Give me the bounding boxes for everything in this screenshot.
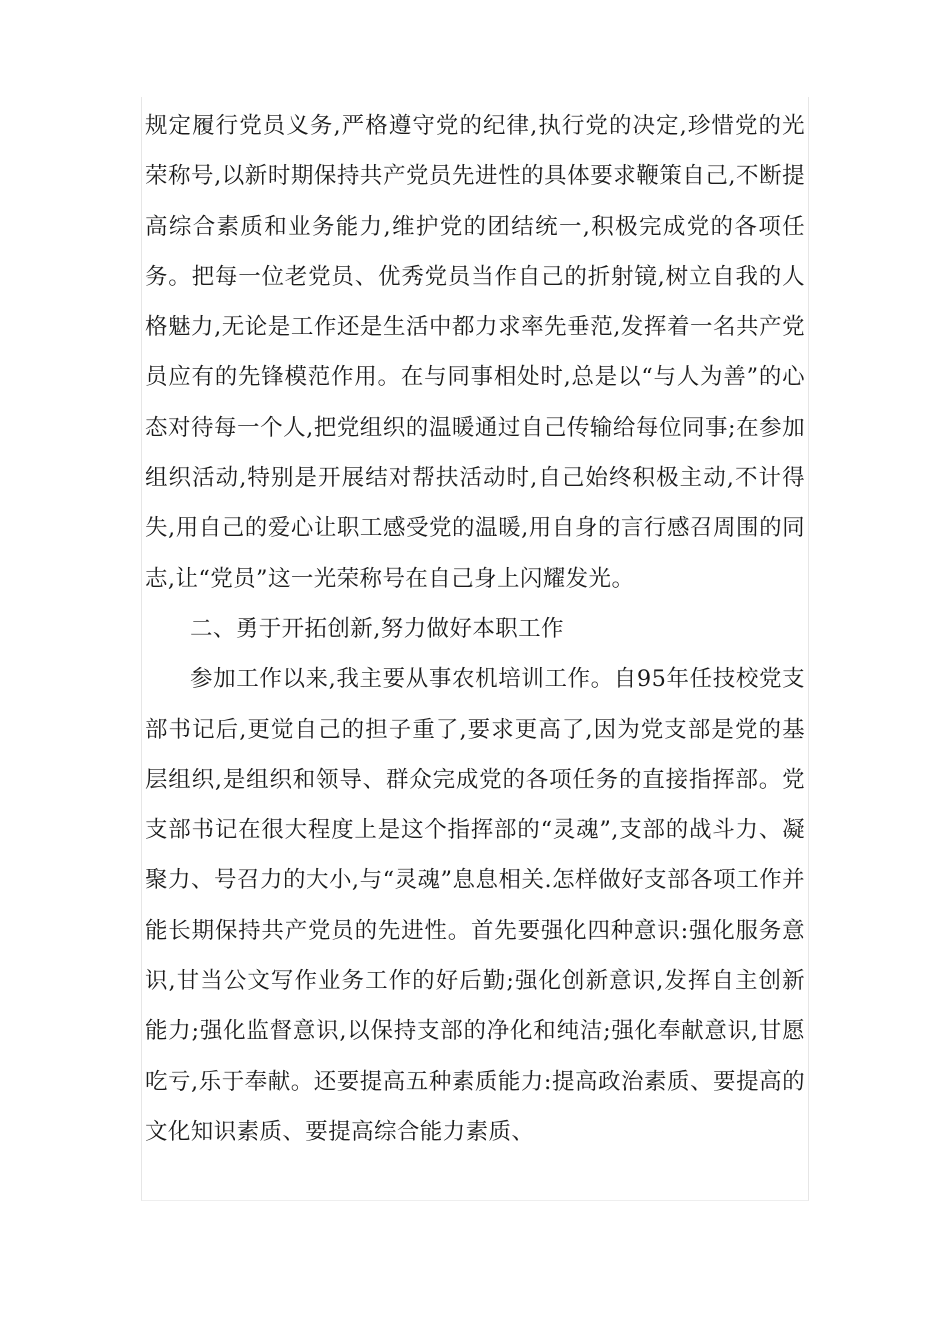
paragraph-continued: 规定履行党员义务,严格遵守党的纪律,执行党的决定,珍惜党的光荣称号,以新时期保持共产党员先进性的具体要求鞭策自己,不断提高综合素质和业务能力,维护党的团结统一,积极完成党的各项任务。把每一位老党员、优秀党员当作自己的折射镜,树立自我的人格魅力,无论是工作还是生活中都力求率先垂范,发挥着一名共产党员应有的先锋模范作用。在与同事相处时,总是以“与人为善”的心态对待每一个人,把党组织的温暖通过自己传输给每位同事;在参加组织活动,特别是开展结对帮扶活动时,自己始终积极主动,不计得失,用自己的爱心让职工感受党的温暖,用自身的言行感召周围的同志,让“党员”这一光荣称号在自己身上闪耀发光。 [145, 113, 805, 592]
paragraph: 参加工作以来,我主要从事农机培训工作。自95年任技校党支部书记后,更觉自己的担子重了,要求更高了,因为党支部是党的基层组织,是组织和领导、群众完成党的各项任务的直接指挥部。党支部书记在很大程度上是这个指挥部的“灵魂”,支部的战斗力、凝聚力、号召力的大小,与“灵魂”息息相关.怎样做好支部各项工作并能长期保持共产党员的先进性。首先要强化四种意识:强化服务意识,甘当公文写作业务工作的好后勤;强化创新意识,发挥自主创新能力;强化监督意识,以保持支部的净化和纯洁;强化奉献意识,甘愿吃亏,乐于奉献。还要提高五种素质能力:提高政治素质、要提高的文化知识素质、要提高综合能力素质、 [145, 666, 805, 1145]
document-body [145, 101, 805, 1157]
section-heading: 二、勇于开拓创新,努力做好本职工作 [190, 615, 564, 642]
